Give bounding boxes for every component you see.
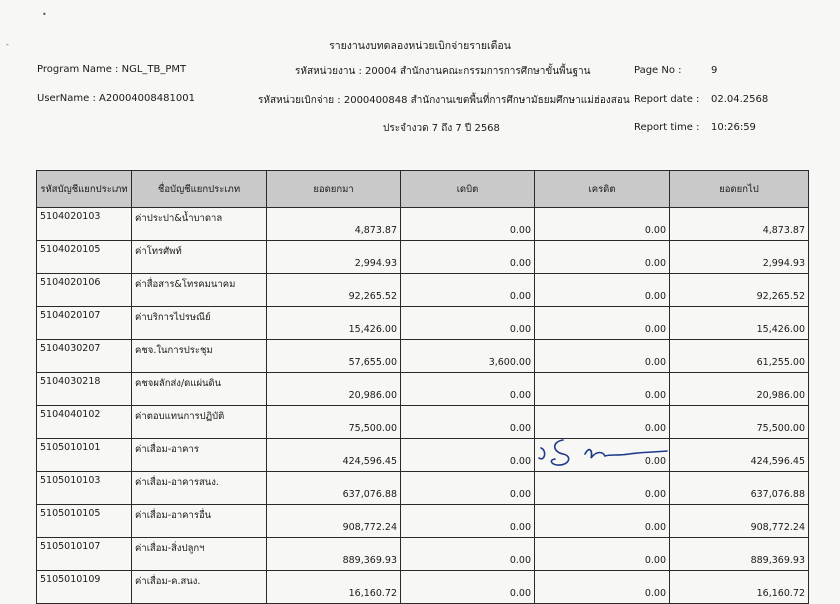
table-row — [37, 571, 809, 604]
cell-credit: 0.00 — [535, 439, 670, 472]
cell-account-name: ค่าเสื่อม-อาคารสนง. — [132, 472, 267, 505]
cell-credit: 0.00 — [535, 406, 670, 439]
cell-credit: 0.00 — [535, 538, 670, 571]
col-header-opening-balance: ยอดยกมา — [267, 171, 401, 208]
cell-credit: 0.00 — [535, 373, 670, 406]
table-row — [37, 373, 809, 406]
cell-account-name: ค่าเสื่อม-ค.สนง. — [132, 571, 267, 604]
cell-closing-balance: 15,426.00 — [670, 307, 809, 340]
program-name: Program Name : NGL_TB_PMT — [37, 64, 187, 75]
cell-credit: 0.00 — [535, 274, 670, 307]
cell-closing-balance: 637,076.88 — [670, 472, 809, 505]
disbursing-unit: รหัสหน่วยเบิกจ่าย : 2000400848 สำนักงานเขตพื้นที่การศึกษามัธยมศึกษาแม่ฮ่องสอน — [258, 95, 630, 106]
cell-closing-balance: 16,160.72 — [670, 571, 809, 604]
page-no-value: 9 — [711, 65, 718, 76]
cell-account-name: ค่าโทรศัพท์ — [132, 241, 267, 274]
cell-closing-balance: 61,255.00 — [670, 340, 809, 373]
col-header-account-code: รหัสบัญชีแยกประเภท — [37, 171, 132, 208]
table-row — [37, 274, 809, 307]
cell-account-name: ค่าเสื่อม-อาคารอื่น — [132, 505, 267, 538]
page-no-label: Page No : — [634, 65, 682, 76]
cell-credit: 0.00 — [535, 472, 670, 505]
cell-closing-balance: 2,994.93 — [670, 241, 809, 274]
cell-credit: 0.00 — [535, 208, 670, 241]
report-date-label: Report date : — [634, 94, 700, 105]
cell-account-code: 5104030218 — [37, 373, 132, 406]
cell-debit: 0.00 — [401, 439, 535, 472]
table-row — [37, 439, 809, 472]
cell-opening-balance: 908,772.24 — [267, 505, 401, 538]
cell-closing-balance: 4,873.87 — [670, 208, 809, 241]
cell-account-name: คชจผลักส่ง/ดแผ่นดิน — [132, 373, 267, 406]
cell-credit: 0.00 — [535, 505, 670, 538]
cell-closing-balance: 889,369.93 — [670, 538, 809, 571]
cell-opening-balance: 15,426.00 — [267, 307, 401, 340]
cell-debit: 0.00 — [401, 373, 535, 406]
table-row — [37, 406, 809, 439]
report-time-label: Report time : — [634, 122, 700, 133]
signature-stroke — [539, 440, 667, 465]
cell-closing-balance: 75,500.00 — [670, 406, 809, 439]
cell-opening-balance: 2,994.93 — [267, 241, 401, 274]
cell-debit: 0.00 — [401, 241, 535, 274]
cell-account-code: 5104030207 — [37, 340, 132, 373]
cell-account-name: ค่าบริการไปรษณีย์ — [132, 307, 267, 340]
cell-debit: 0.00 — [401, 571, 535, 604]
cell-debit: 3,600.00 — [401, 340, 535, 373]
cell-debit: 0.00 — [401, 208, 535, 241]
cell-debit: 0.00 — [401, 538, 535, 571]
cell-debit: 0.00 — [401, 406, 535, 439]
cell-opening-balance: 92,265.52 — [267, 274, 401, 307]
col-header-account-name: ชื่อบัญชีแยกประเภท — [132, 171, 267, 208]
table-row — [37, 538, 809, 571]
table-row — [37, 208, 809, 241]
cell-account-code: 5104020105 — [37, 241, 132, 274]
cell-account-code: 5104020103 — [37, 208, 132, 241]
cell-closing-balance: 92,265.52 — [670, 274, 809, 307]
cell-account-name: ค่าตอบแทนการปฏิบัติ — [132, 406, 267, 439]
col-header-debit: เดบิต — [401, 171, 535, 208]
cell-account-code: 5105010109 — [37, 571, 132, 604]
cell-credit: 0.00 — [535, 307, 670, 340]
report-title: รายงานงบทดลองหน่วยเบิกจ่ายรายเดือน — [329, 40, 511, 52]
cell-opening-balance: 57,655.00 — [267, 340, 401, 373]
cell-account-code: 5105010103 — [37, 472, 132, 505]
table-row — [37, 307, 809, 340]
cell-credit: 0.00 — [535, 340, 670, 373]
cell-account-name: ค่าเสื่อม-อาคาร — [132, 439, 267, 472]
cell-opening-balance: 4,873.87 — [267, 208, 401, 241]
table-row — [37, 472, 809, 505]
col-header-closing-balance: ยอดยกไป — [670, 171, 809, 208]
cell-debit: 0.00 — [401, 505, 535, 538]
col-header-credit: เครดิต — [535, 171, 670, 208]
cell-account-code: 5105010107 — [37, 538, 132, 571]
cell-opening-balance: 424,596.45 — [267, 439, 401, 472]
cell-account-name: ค่าเสื่อม-สิ่งปลูกฯ — [132, 538, 267, 571]
username: UserName : A20004008481001 — [37, 93, 195, 104]
cell-credit: 0.00 — [535, 241, 670, 274]
table-row — [37, 241, 809, 274]
signature-mark — [533, 432, 673, 472]
cell-account-name: ค่าประปา&น้ำบาดาล — [132, 208, 267, 241]
cell-debit: 0.00 — [401, 472, 535, 505]
cell-debit: 0.00 — [401, 307, 535, 340]
table-row — [37, 505, 809, 538]
cell-closing-balance: 424,596.45 — [670, 439, 809, 472]
cell-debit: 0.00 — [401, 274, 535, 307]
cell-account-code: 5104020107 — [37, 307, 132, 340]
agency-code: รหัสหน่วยงาน : 20004 สำนักงานคณะกรรมการการศึกษาขั้นพื้นฐาน — [295, 66, 591, 77]
cell-opening-balance: 637,076.88 — [267, 472, 401, 505]
cell-account-code: 5105010105 — [37, 505, 132, 538]
scan-speck: - — [6, 40, 9, 49]
cell-closing-balance: 20,986.00 — [670, 373, 809, 406]
report-period: ประจำงวด 7 ถึง 7 ปี 2568 — [383, 123, 500, 134]
cell-account-name: คชจ.ในการประชุม — [132, 340, 267, 373]
cell-account-code: 5104020106 — [37, 274, 132, 307]
cell-opening-balance: 16,160.72 — [267, 571, 401, 604]
cell-account-name: ค่าสื่อสาร&โทรคมนาคม — [132, 274, 267, 307]
report-time-value: 10:26:59 — [711, 122, 756, 133]
cell-account-code: 5105010101 — [37, 439, 132, 472]
scan-speck: • — [42, 10, 47, 19]
cell-opening-balance: 889,369.93 — [267, 538, 401, 571]
report-date-value: 02.04.2568 — [711, 94, 769, 105]
cell-closing-balance: 908,772.24 — [670, 505, 809, 538]
cell-account-code: 5104040102 — [37, 406, 132, 439]
ledger-header-row — [37, 171, 809, 208]
cell-credit: 0.00 — [535, 571, 670, 604]
cell-opening-balance: 20,986.00 — [267, 373, 401, 406]
table-row — [37, 340, 809, 373]
ledger-table — [36, 170, 809, 604]
cell-opening-balance: 75,500.00 — [267, 406, 401, 439]
